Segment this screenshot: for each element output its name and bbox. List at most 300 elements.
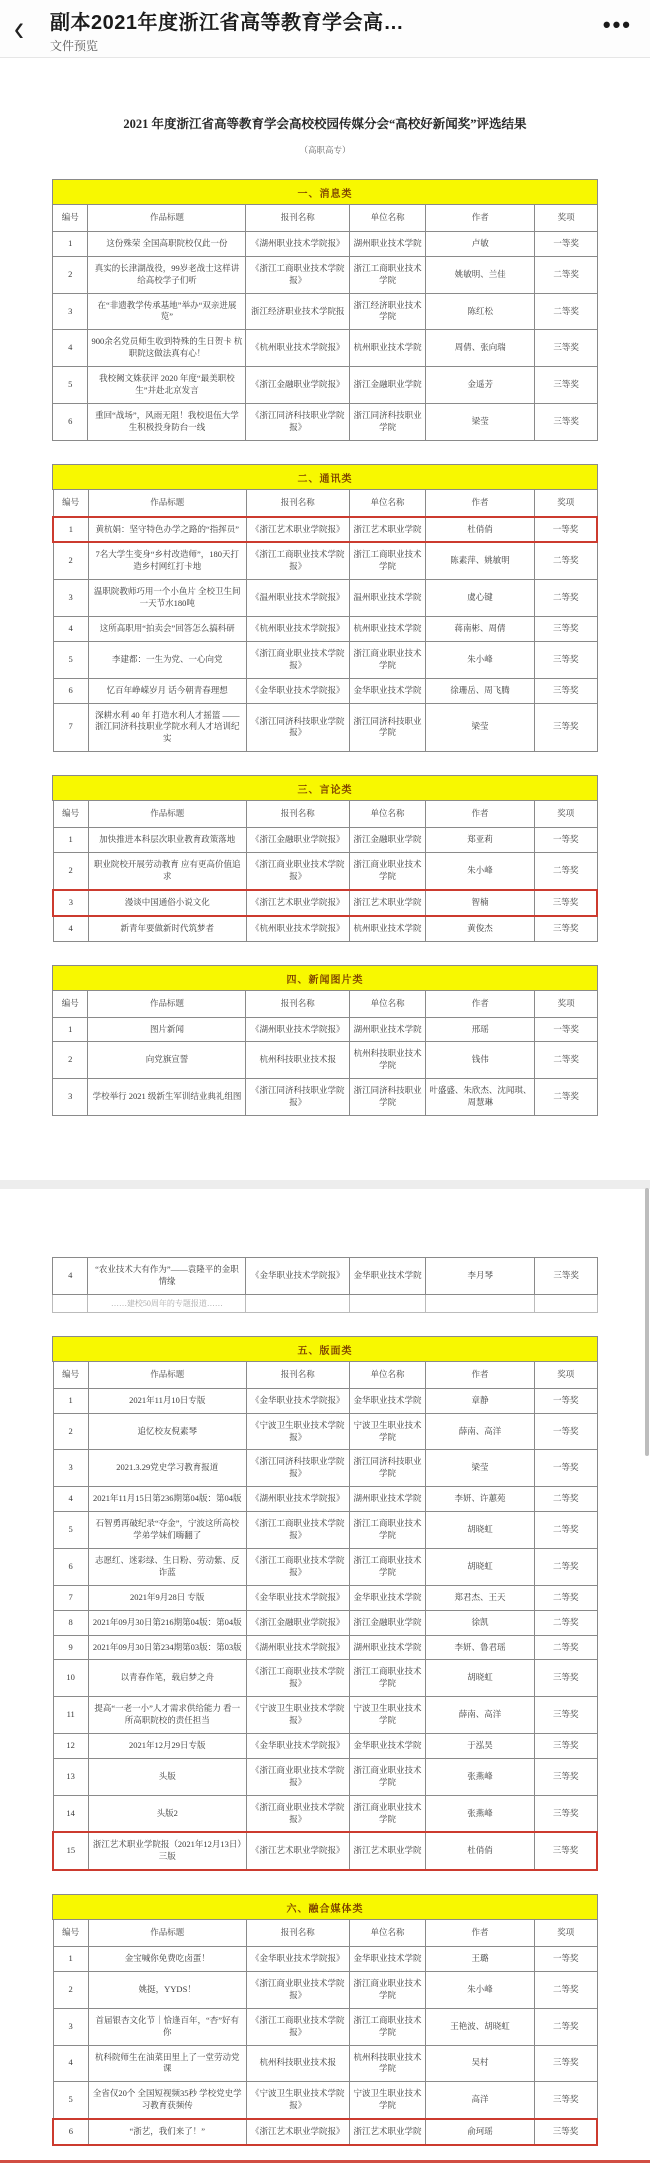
table-row bbox=[53, 1413, 597, 1450]
award-section bbox=[52, 1336, 598, 1871]
cell-paper: 《宁波卫生职业技术学院报》 bbox=[246, 1697, 349, 1734]
cell-title: 重回“战场”，风雨无阻！我校退伍大学生积极投身防台一线 bbox=[88, 403, 246, 440]
cell-author: 姚敏明、兰佳 bbox=[426, 256, 535, 293]
cell-title: 在“非遗教学传承基地”举办“双亲进展览” bbox=[88, 293, 246, 330]
cell-unit: 浙江艺术职业学院 bbox=[349, 517, 425, 543]
cell-award: 三等奖 bbox=[534, 1733, 597, 1758]
table-row bbox=[53, 678, 597, 703]
cell-unit: 金华职业技术学院 bbox=[349, 678, 425, 703]
cell-title: 首届银杏文化节｜恰逢百年，“杏”好有你 bbox=[88, 2008, 246, 2045]
table-row bbox=[53, 1610, 597, 1635]
cell-no: 1 bbox=[53, 1947, 88, 1972]
cell-no: 6 bbox=[53, 678, 88, 703]
cell-award: 三等奖 bbox=[534, 641, 597, 678]
table-row bbox=[53, 231, 598, 256]
cell-no: 4 bbox=[53, 2045, 88, 2082]
document-title: 2021 年度浙江省高等教育学会高校校园传媒分会“高校好新闻奖”评选结果 bbox=[123, 117, 527, 131]
cell-award: 三等奖 bbox=[534, 703, 597, 752]
cell-title: “浙艺，我们来了！” bbox=[88, 2119, 246, 2145]
cell-unit: 浙江同济科技职业学院 bbox=[350, 1079, 426, 1116]
cell-no: 1 bbox=[53, 1017, 88, 1042]
cell-author: 张燕峰 bbox=[426, 1758, 535, 1795]
cell-paper: 《浙江商业职业技术学院报》 bbox=[246, 1795, 349, 1832]
cell-title: 学校举行 2021 级新生军训结业典礼组图 bbox=[88, 1079, 246, 1116]
cell-award: 三等奖 bbox=[535, 1257, 598, 1294]
table-row bbox=[53, 890, 597, 916]
cell-unit: 浙江金融职业学院 bbox=[350, 367, 426, 404]
cell-paper: 《浙江艺术职业学院报》 bbox=[246, 2119, 349, 2145]
cell-no: 1 bbox=[53, 1388, 88, 1413]
cell-author: 叶盛盛、朱欣杰、沈闻琪、周慧琳 bbox=[426, 1079, 535, 1116]
cell-author: 薛南、高洋 bbox=[426, 1413, 535, 1450]
cell-title: 忆百年峥嵘岁月 话今朝青春理想 bbox=[88, 678, 246, 703]
table-row bbox=[53, 2082, 597, 2119]
cell-award: 二等奖 bbox=[534, 1635, 597, 1660]
cell-paper: 《湖州职业技术学院报》 bbox=[246, 1487, 349, 1512]
cell-unit: 浙江金融职业学院 bbox=[349, 828, 425, 853]
cell-paper: 《浙江金融职业学院报》 bbox=[246, 1610, 349, 1635]
cell-paper: 《浙江艺术职业学院报》 bbox=[246, 517, 349, 543]
cell-title: ……建校50周年的专题报道…… bbox=[88, 1294, 246, 1312]
cell-award: 三等奖 bbox=[535, 330, 598, 367]
cell-no: 2 bbox=[53, 1413, 88, 1450]
award-section bbox=[52, 464, 598, 753]
cell-award: 三等奖 bbox=[534, 2119, 597, 2145]
cell-title: 2021年12月29日专版 bbox=[88, 1733, 246, 1758]
cell-paper: 《金华职业技术学院报》 bbox=[246, 1388, 349, 1413]
column-header-paper: 报刊名称 bbox=[246, 489, 349, 516]
column-header-paper: 报刊名称 bbox=[246, 801, 349, 828]
cell-unit: 浙江经济职业技术学院 bbox=[350, 293, 426, 330]
column-header-unit: 单位名称 bbox=[350, 205, 426, 232]
cell-award: 三等奖 bbox=[535, 367, 598, 404]
table-row bbox=[53, 1971, 597, 2008]
cell-unit: 浙江同济科技职业学院 bbox=[349, 703, 425, 752]
cell-unit: 浙江商业职业技术学院 bbox=[349, 1971, 425, 2008]
cell-no: 3 bbox=[53, 1079, 88, 1116]
cell-unit: 浙江工商职业技术学院 bbox=[350, 256, 426, 293]
cell-author: 杜俏俏 bbox=[426, 1832, 535, 1870]
table-row bbox=[53, 1079, 598, 1116]
cell-unit: 金华职业技术学院 bbox=[349, 1947, 425, 1972]
cell-title: 这份殊荣 全国高职院校仅此一份 bbox=[88, 231, 246, 256]
cell-paper: 《宁波卫生职业技术学院报》 bbox=[246, 2082, 349, 2119]
table-row bbox=[53, 2008, 597, 2045]
table-row bbox=[53, 1548, 597, 1585]
cell-award: 一等奖 bbox=[534, 1450, 597, 1487]
cell-author: 卢敏 bbox=[426, 231, 535, 256]
cell-title: 深耕水利 40 年 打造水利人才摇篮 ——浙江同济科技职业学院水利人才培训纪实 bbox=[88, 703, 246, 752]
cell-no: 15 bbox=[53, 1832, 88, 1870]
cell-paper: 《浙江同济科技职业学院报》 bbox=[246, 403, 350, 440]
cell-unit: 金华职业技术学院 bbox=[349, 1585, 425, 1610]
cell-author: 朱小峰 bbox=[426, 641, 535, 678]
cell-title: 金宝喊你免费吃卤蛋！ bbox=[88, 1947, 246, 1972]
cell-author: 章静 bbox=[426, 1388, 535, 1413]
cell-paper: 浙江经济职业技术学院报 bbox=[246, 293, 350, 330]
cell-author: 朱小峰 bbox=[426, 1971, 535, 2008]
cell-no: 3 bbox=[53, 1450, 88, 1487]
cell-author: 吴村 bbox=[426, 2045, 535, 2082]
cell-author: 钱伟 bbox=[426, 1042, 535, 1079]
column-header-no: 编号 bbox=[53, 801, 88, 828]
section-title-bar: 三、言论类 bbox=[52, 775, 598, 801]
cell-paper: 《金华职业技术学院报》 bbox=[246, 1585, 349, 1610]
cell-title: 温职院教师巧用一个小鱼片 全校卫生间一天节水180吨 bbox=[88, 580, 246, 617]
cell-award: 二等奖 bbox=[534, 1610, 597, 1635]
table-row bbox=[53, 916, 597, 941]
cell-no: 2 bbox=[53, 1971, 88, 2008]
table-row bbox=[53, 1487, 597, 1512]
cell-unit: 浙江艺术职业学院 bbox=[349, 1832, 425, 1870]
cell-unit bbox=[350, 1294, 426, 1312]
cell-title: 新青年要做新时代筑梦者 bbox=[88, 916, 246, 941]
page-separator-band bbox=[0, 1180, 650, 1189]
table-row bbox=[53, 1585, 597, 1610]
table-row bbox=[53, 2045, 597, 2082]
table-row bbox=[53, 2119, 597, 2145]
award-section bbox=[52, 965, 598, 1116]
cell-paper: 《宁波卫生职业技术学院报》 bbox=[246, 1413, 349, 1450]
table-row bbox=[53, 853, 597, 890]
cell-no: 4 bbox=[53, 916, 88, 941]
cell-author: 李妍、鲁君瑶 bbox=[426, 1635, 535, 1660]
cell-paper: 《浙江商业职业技术学院报》 bbox=[246, 1758, 349, 1795]
cell-award: 二等奖 bbox=[534, 1971, 597, 2008]
cell-award: 二等奖 bbox=[534, 1548, 597, 1585]
cell-unit: 杭州科技职业技术学院 bbox=[350, 1042, 426, 1079]
column-header-author: 作者 bbox=[426, 1920, 535, 1947]
column-header-award: 奖项 bbox=[534, 489, 597, 516]
cell-award: 一等奖 bbox=[534, 1413, 597, 1450]
cell-author: 徐凯 bbox=[426, 1610, 535, 1635]
cell-paper: 《浙江同济科技职业学院报》 bbox=[246, 1450, 349, 1487]
cell-unit: 杭州职业技术学院 bbox=[350, 330, 426, 367]
more-menu-icon[interactable]: ••• bbox=[602, 11, 632, 37]
cell-award: 一等奖 bbox=[534, 517, 597, 543]
table-header-row bbox=[53, 1920, 597, 1947]
cell-paper: 《杭州职业技术学院报》 bbox=[246, 916, 349, 941]
section-title-bar: 五、版面类 bbox=[52, 1336, 598, 1362]
table-row bbox=[53, 517, 597, 543]
cell-unit: 浙江工商职业技术学院 bbox=[349, 542, 425, 579]
file-preview-label: 文件预览 bbox=[50, 38, 99, 53]
cell-no: 4 bbox=[53, 1487, 88, 1512]
table-row bbox=[53, 1388, 597, 1413]
cell-author: 李月琴 bbox=[426, 1257, 535, 1294]
column-header-title: 作品标题 bbox=[88, 990, 246, 1017]
cell-award: 一等奖 bbox=[534, 1947, 597, 1972]
section-title-bar: 六、融合媒体类 bbox=[52, 1894, 598, 1920]
cell-no: 3 bbox=[53, 2008, 88, 2045]
cell-unit: 浙江工商职业技术学院 bbox=[349, 1512, 425, 1549]
cell-no: 5 bbox=[53, 1512, 88, 1549]
column-header-author: 作者 bbox=[426, 801, 535, 828]
cell-paper: 《湖州职业技术学院报》 bbox=[246, 1635, 349, 1660]
cell-unit: 杭州职业技术学院 bbox=[349, 916, 425, 941]
column-header-unit: 单位名称 bbox=[349, 1361, 425, 1388]
cell-unit: 湖州职业技术学院 bbox=[350, 1017, 426, 1042]
cell-title: 2021年11月15日第236期第04版：第04版 bbox=[88, 1487, 246, 1512]
column-header-award: 奖项 bbox=[535, 205, 598, 232]
cell-award: 三等奖 bbox=[534, 2082, 597, 2119]
table-row bbox=[53, 703, 597, 752]
cell-paper: 《浙江商业职业技术学院报》 bbox=[246, 1971, 349, 2008]
table-row bbox=[53, 1697, 597, 1734]
cell-unit: 浙江工商职业技术学院 bbox=[349, 1548, 425, 1585]
cell-author: 胡晓虹 bbox=[426, 1512, 535, 1549]
column-header-paper: 报刊名称 bbox=[246, 990, 350, 1017]
cell-award: 三等奖 bbox=[534, 890, 597, 916]
cell-award: 一等奖 bbox=[535, 231, 598, 256]
column-header-title: 作品标题 bbox=[88, 801, 246, 828]
cell-title: 头版 bbox=[88, 1758, 246, 1795]
cell-unit: 浙江工商职业技术学院 bbox=[349, 1660, 425, 1697]
cell-paper: 《浙江金融职业学院报》 bbox=[246, 828, 349, 853]
section-title-bar: 一、消息类 bbox=[52, 179, 598, 205]
table-row bbox=[53, 1257, 598, 1294]
cell-unit: 宁波卫生职业技术学院 bbox=[349, 1697, 425, 1734]
table-header-row bbox=[53, 205, 598, 232]
cell-award: 二等奖 bbox=[535, 256, 598, 293]
column-header-title: 作品标题 bbox=[88, 489, 246, 516]
cell-author: 郑亚莉 bbox=[426, 828, 535, 853]
cell-author: 陈红松 bbox=[426, 293, 535, 330]
cell-unit: 金华职业技术学院 bbox=[350, 1257, 426, 1294]
cell-title: 真实的长津湖战役，99岁老战士这样讲给高校学子们听 bbox=[88, 256, 246, 293]
cell-author: 智楠 bbox=[426, 890, 535, 916]
cell-no: 5 bbox=[53, 2082, 88, 2119]
table-row bbox=[53, 580, 597, 617]
cell-award: 二等奖 bbox=[534, 1585, 597, 1610]
column-header-paper: 报刊名称 bbox=[246, 1920, 349, 1947]
cell-paper: 《浙江艺术职业学院报》 bbox=[246, 1832, 349, 1870]
cell-award: 二等奖 bbox=[534, 580, 597, 617]
cell-no: 4 bbox=[53, 1257, 88, 1294]
cell-unit: 金华职业技术学院 bbox=[349, 1388, 425, 1413]
cell-no: 9 bbox=[53, 1635, 88, 1660]
cell-unit: 杭州职业技术学院 bbox=[349, 617, 425, 642]
cell-award: 二等奖 bbox=[535, 293, 598, 330]
cell-award: 二等奖 bbox=[535, 1079, 598, 1116]
award-section bbox=[52, 775, 598, 941]
cell-paper: 《浙江工商职业技术学院报》 bbox=[246, 1660, 349, 1697]
cell-paper bbox=[246, 1294, 350, 1312]
section-title-bar: 四、新闻图片类 bbox=[52, 965, 598, 991]
cell-no: 2 bbox=[53, 256, 88, 293]
cell-award: 二等奖 bbox=[534, 542, 597, 579]
cell-paper: 《浙江工商职业技术学院报》 bbox=[246, 1548, 349, 1585]
back-button[interactable]: ‹ bbox=[14, 7, 24, 49]
cell-title: 漫谈中国通俗小说文化 bbox=[88, 890, 246, 916]
column-header-author: 作者 bbox=[426, 1361, 535, 1388]
cell-unit: 浙江商业职业技术学院 bbox=[349, 1795, 425, 1832]
cell-title: 我校阙文姝获评 2020 年度“最美职校生”并赴北京发言 bbox=[88, 367, 246, 404]
cell-author: 郑君杰、王天 bbox=[426, 1585, 535, 1610]
column-header-unit: 单位名称 bbox=[349, 1920, 425, 1947]
cell-paper: 《浙江商业职业技术学院报》 bbox=[246, 641, 349, 678]
cell-unit: 宁波卫生职业技术学院 bbox=[349, 2082, 425, 2119]
column-header-no: 编号 bbox=[53, 205, 88, 232]
cell-author: 梁莹 bbox=[426, 703, 535, 752]
cell-no: 14 bbox=[53, 1795, 88, 1832]
cell-award: 二等奖 bbox=[534, 1487, 597, 1512]
cell-paper: 《浙江商业职业技术学院报》 bbox=[246, 853, 349, 890]
cell-title: 浙江艺术职业学院报（2021年12月13日）三版 bbox=[88, 1832, 246, 1870]
file-title: 副本2021年度浙江省高等教育学会高… bbox=[50, 11, 404, 34]
cell-award: 二等奖 bbox=[534, 853, 597, 890]
cell-award: 三等奖 bbox=[534, 1660, 597, 1697]
column-header-author: 作者 bbox=[426, 489, 535, 516]
cell-no: 3 bbox=[53, 580, 88, 617]
cell-title: “农业技术大有作为”——袁隆平的金职情缘 bbox=[88, 1257, 246, 1294]
cell-author: 蒋南彬、周倩 bbox=[426, 617, 535, 642]
cell-paper: 杭州科技职业技术报 bbox=[246, 1042, 350, 1079]
cell-award: 一等奖 bbox=[535, 1017, 598, 1042]
awards-table bbox=[52, 204, 598, 441]
cell-award: 一等奖 bbox=[534, 1388, 597, 1413]
cell-no: 13 bbox=[53, 1758, 88, 1795]
cell-title: 向党旗宣誓 bbox=[88, 1042, 246, 1079]
table-row bbox=[53, 1450, 597, 1487]
table-row bbox=[53, 1017, 598, 1042]
cell-title: 7名大学生变身“乡村改造师”，180天打造乡村网红打卡地 bbox=[88, 542, 246, 579]
table-row bbox=[53, 1832, 597, 1870]
cell-author: 胡晓虹 bbox=[426, 1548, 535, 1585]
table-row bbox=[53, 1294, 598, 1312]
table-header-row bbox=[53, 489, 597, 516]
cell-title: 图片新闻 bbox=[88, 1017, 246, 1042]
cell-unit: 浙江工商职业技术学院 bbox=[349, 2008, 425, 2045]
cell-no: 2 bbox=[53, 853, 88, 890]
cell-no: 10 bbox=[53, 1660, 88, 1697]
cell-unit: 浙江商业职业技术学院 bbox=[349, 853, 425, 890]
cell-no bbox=[53, 1294, 88, 1312]
column-header-unit: 单位名称 bbox=[349, 801, 425, 828]
column-header-paper: 报刊名称 bbox=[246, 205, 350, 232]
cell-author: 李妍、许蕙苑 bbox=[426, 1487, 535, 1512]
cell-author: 薛南、高洋 bbox=[426, 1697, 535, 1734]
cell-unit: 浙江艺术职业学院 bbox=[349, 890, 425, 916]
cell-paper: 《杭州职业技术学院报》 bbox=[246, 617, 349, 642]
column-header-no: 编号 bbox=[53, 489, 88, 516]
cell-no: 6 bbox=[53, 1548, 88, 1585]
column-header-no: 编号 bbox=[53, 1920, 88, 1947]
cell-paper: 《湖州职业技术学院报》 bbox=[246, 231, 350, 256]
cell-paper: 《金华职业技术学院报》 bbox=[246, 1257, 350, 1294]
cell-author bbox=[426, 1294, 535, 1312]
column-header-award: 奖项 bbox=[535, 990, 598, 1017]
column-header-award: 奖项 bbox=[534, 801, 597, 828]
cell-no: 7 bbox=[53, 703, 88, 752]
cell-author: 王璐 bbox=[426, 1947, 535, 1972]
cell-award: 三等奖 bbox=[534, 678, 597, 703]
cell-title: 杭科院师生在油菜田里上了一堂劳动党课 bbox=[88, 2045, 246, 2082]
table-row bbox=[53, 1733, 597, 1758]
cell-award: 一等奖 bbox=[534, 828, 597, 853]
table-row bbox=[53, 828, 597, 853]
cell-paper: 《浙江工商职业技术学院报》 bbox=[246, 2008, 349, 2045]
cell-paper: 《杭州职业技术学院报》 bbox=[246, 330, 350, 367]
cell-no: 5 bbox=[53, 641, 88, 678]
cell-paper: 《浙江金融职业学院报》 bbox=[246, 367, 350, 404]
cell-title: 职业院校开展劳动教育 应有更高价值追求 bbox=[88, 853, 246, 890]
cell-author: 陈素萍、姚敏明 bbox=[426, 542, 535, 579]
cell-award: 三等奖 bbox=[534, 916, 597, 941]
column-header-no: 编号 bbox=[53, 1361, 88, 1388]
cell-no: 3 bbox=[53, 293, 88, 330]
table-row bbox=[53, 403, 598, 440]
award-section bbox=[52, 179, 598, 441]
table-header-row bbox=[53, 990, 598, 1017]
cell-paper: 《浙江同济科技职业学院报》 bbox=[246, 1079, 350, 1116]
cell-unit: 浙江金融职业学院 bbox=[349, 1610, 425, 1635]
cell-no: 6 bbox=[53, 2119, 88, 2145]
cell-no: 2 bbox=[53, 542, 88, 579]
cell-no: 3 bbox=[53, 890, 88, 916]
cell-no: 2 bbox=[53, 1042, 88, 1079]
table-row bbox=[53, 330, 598, 367]
column-header-unit: 单位名称 bbox=[350, 990, 426, 1017]
cell-title: 2021年11月10日专版 bbox=[88, 1388, 246, 1413]
cell-author: 朱小峰 bbox=[426, 853, 535, 890]
cell-author: 虞心键 bbox=[426, 580, 535, 617]
header-text bbox=[50, 4, 589, 54]
cell-no: 6 bbox=[53, 403, 88, 440]
table-row bbox=[53, 1660, 597, 1697]
cell-unit: 宁波卫生职业技术学院 bbox=[349, 1413, 425, 1450]
cell-title: 志愿红、迷彩绿、生日粉、劳动紫、反诈蓝 bbox=[88, 1548, 246, 1585]
cell-unit: 杭州科技职业技术学院 bbox=[349, 2045, 425, 2082]
table-row bbox=[53, 1512, 597, 1549]
cell-title: 这所高职用“拍卖会”回答怎么搞科研 bbox=[88, 617, 246, 642]
column-header-award: 奖项 bbox=[534, 1920, 597, 1947]
cell-unit: 浙江同济科技职业学院 bbox=[349, 1450, 425, 1487]
cell-author: 于泓昊 bbox=[426, 1733, 535, 1758]
cell-author: 杜俏俏 bbox=[426, 517, 535, 543]
cell-no: 4 bbox=[53, 330, 88, 367]
awards-table bbox=[52, 800, 598, 941]
cell-paper: 《浙江工商职业技术学院报》 bbox=[246, 256, 350, 293]
awards-table bbox=[52, 990, 598, 1116]
cell-title: 2021年09月30日第216期第04版：第04版 bbox=[88, 1610, 246, 1635]
column-header-title: 作品标题 bbox=[88, 1361, 246, 1388]
column-header-award: 奖项 bbox=[534, 1361, 597, 1388]
cell-author: 高洋 bbox=[426, 2082, 535, 2119]
cell-title: 以青春作笔，载启梦之舟 bbox=[88, 1660, 246, 1697]
cell-author: 俞珂瑶 bbox=[426, 2119, 535, 2145]
cell-award: 三等奖 bbox=[534, 617, 597, 642]
table-header-row bbox=[53, 801, 597, 828]
cell-no: 1 bbox=[53, 828, 88, 853]
column-header-author: 作者 bbox=[426, 990, 535, 1017]
scrollbar-thumb[interactable] bbox=[645, 1188, 649, 1456]
document-preview bbox=[0, 58, 650, 2163]
cell-unit: 温州职业技术学院 bbox=[349, 580, 425, 617]
cell-award: 三等奖 bbox=[534, 1758, 597, 1795]
cell-author: 梁莹 bbox=[426, 403, 535, 440]
cell-no: 12 bbox=[53, 1733, 88, 1758]
cell-award: 二等奖 bbox=[534, 2008, 597, 2045]
cell-author: 金遥芳 bbox=[426, 367, 535, 404]
cell-unit: 浙江同济科技职业学院 bbox=[350, 403, 426, 440]
cell-unit: 金华职业技术学院 bbox=[349, 1733, 425, 1758]
cell-paper: 《浙江工商职业技术学院报》 bbox=[246, 1512, 349, 1549]
column-header-unit: 单位名称 bbox=[349, 489, 425, 516]
table-row bbox=[53, 1635, 597, 1660]
cell-author: 黄俊杰 bbox=[426, 916, 535, 941]
cell-author: 徐珊岳、周飞腾 bbox=[426, 678, 535, 703]
